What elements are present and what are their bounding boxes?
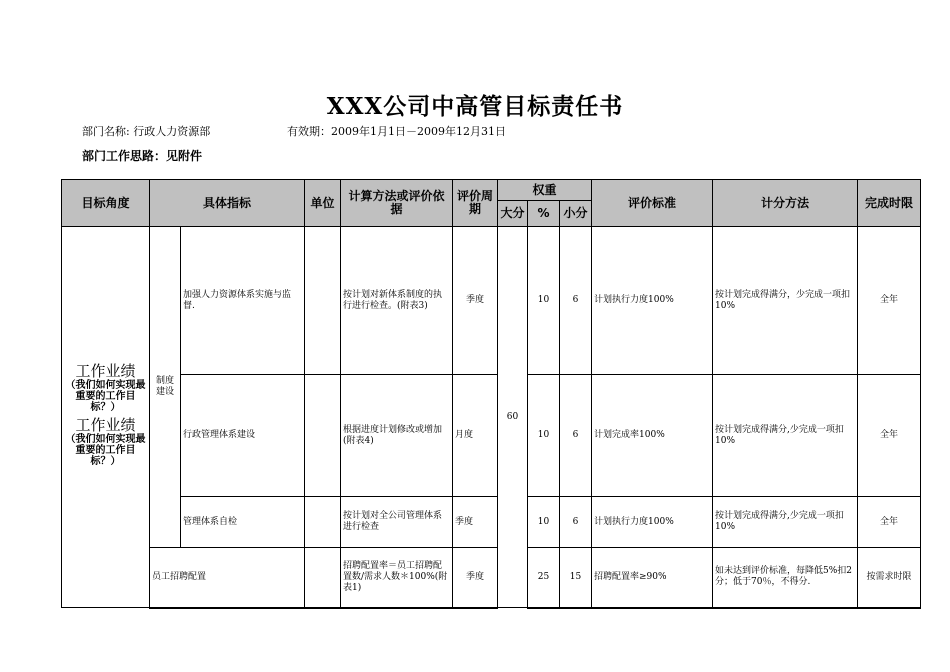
department-approach: 部门工作思路：见附件 (82, 149, 203, 163)
scoring-cell: 按计划完成得满分,少完成一项扣10% (713, 497, 858, 548)
indicator-cell: 行政管理体系建设 (181, 375, 305, 497)
dimension-label: 工作业绩 (75, 416, 136, 434)
major-score-cell: 60 (498, 227, 528, 608)
method-cell: 按计划对全公司管理体系进行检查 (341, 497, 453, 548)
dimension-label: 工作业绩 (75, 362, 136, 380)
indicator-cell: 管理体系自检 (181, 497, 305, 548)
deadline-cell: 全年 (858, 375, 921, 497)
header-weight: 权重 (498, 180, 592, 201)
percent-cell: 25 (528, 548, 560, 608)
scoring-cell: 如未达到评价标准，每降低5%扣2分；低于70％，不得分. (713, 548, 858, 608)
header-minor-score: 小分 (560, 201, 592, 227)
minor-score-cell: 6 (560, 497, 592, 548)
scoring-cell: 按计划完成得满分，少完成一项扣10% (713, 227, 858, 375)
header-standard: 评价标准 (592, 180, 713, 227)
header-period: 评价周期 (453, 180, 498, 227)
header-indicator: 具体指标 (150, 180, 305, 227)
document-title: XXX公司中高管目标责任书 (326, 93, 624, 120)
subcategory-cell: 制度建设 (150, 227, 181, 548)
standard-cell: 计划完成率100% (592, 375, 713, 497)
period-cell: 季度 (453, 497, 498, 548)
period-cell: 季度 (453, 548, 498, 608)
unit-cell (305, 227, 341, 375)
dimension-question: （我们如何实现最重要的工作目标？） (65, 380, 146, 413)
table-row (62, 548, 921, 608)
period-cell: 季度 (453, 227, 498, 375)
table-row (62, 497, 921, 548)
target-responsibility-table (61, 179, 921, 609)
unit-cell (305, 548, 341, 608)
standard-cell: 招聘配置率≥90% (592, 548, 713, 608)
method-cell: 招聘配置率＝员工招聘配置数/需求人数＊100%(附表1) (341, 548, 453, 608)
indicator-cell: 加强人力资源体系实施与监督. (181, 227, 305, 375)
header-unit: 单位 (305, 180, 341, 227)
header-major-score: 大分 (498, 201, 528, 227)
header-deadline: 完成时限 (858, 180, 921, 227)
percent-cell: 10 (528, 227, 560, 375)
table-row (62, 227, 921, 375)
minor-score-cell: 6 (560, 227, 592, 375)
scoring-cell: 按计划完成得满分,少完成一项扣10% (713, 375, 858, 497)
period-cell: 月度 (453, 375, 498, 497)
table-row (62, 375, 921, 497)
header-method: 计算方法或评价依据 (341, 180, 453, 227)
deadline-cell: 全年 (858, 497, 921, 548)
minor-score-cell: 6 (560, 375, 592, 497)
minor-score-cell: 15 (560, 548, 592, 608)
header-scoring: 计分方法 (713, 180, 858, 227)
indicator-cell: 员工招聘配置 (150, 548, 305, 608)
unit-cell (305, 497, 341, 548)
department-name: 部门名称: 行政人力资源部 (82, 125, 211, 138)
dimension-cell (62, 227, 150, 608)
validity-period: 有效期：2009年1月1日－2009年12月31日 (287, 125, 506, 138)
deadline-cell: 按需求时限 (858, 548, 921, 608)
dimension-question: （我们如何实现最重要的工作目标？） (65, 434, 146, 467)
percent-cell: 10 (528, 497, 560, 548)
percent-cell: 10 (528, 375, 560, 497)
header-dimension: 目标角度 (62, 180, 150, 227)
standard-cell: 计划执行力度100% (592, 497, 713, 548)
method-cell: 按计划对新体系制度的执行进行检查。(附表3) (341, 227, 453, 375)
unit-cell (305, 375, 341, 497)
header-percent: % (528, 201, 560, 227)
standard-cell: 计划执行力度100% (592, 227, 713, 375)
method-cell: 根据进度计划修改或增加(附表4) (341, 375, 453, 497)
deadline-cell: 全年 (858, 227, 921, 375)
